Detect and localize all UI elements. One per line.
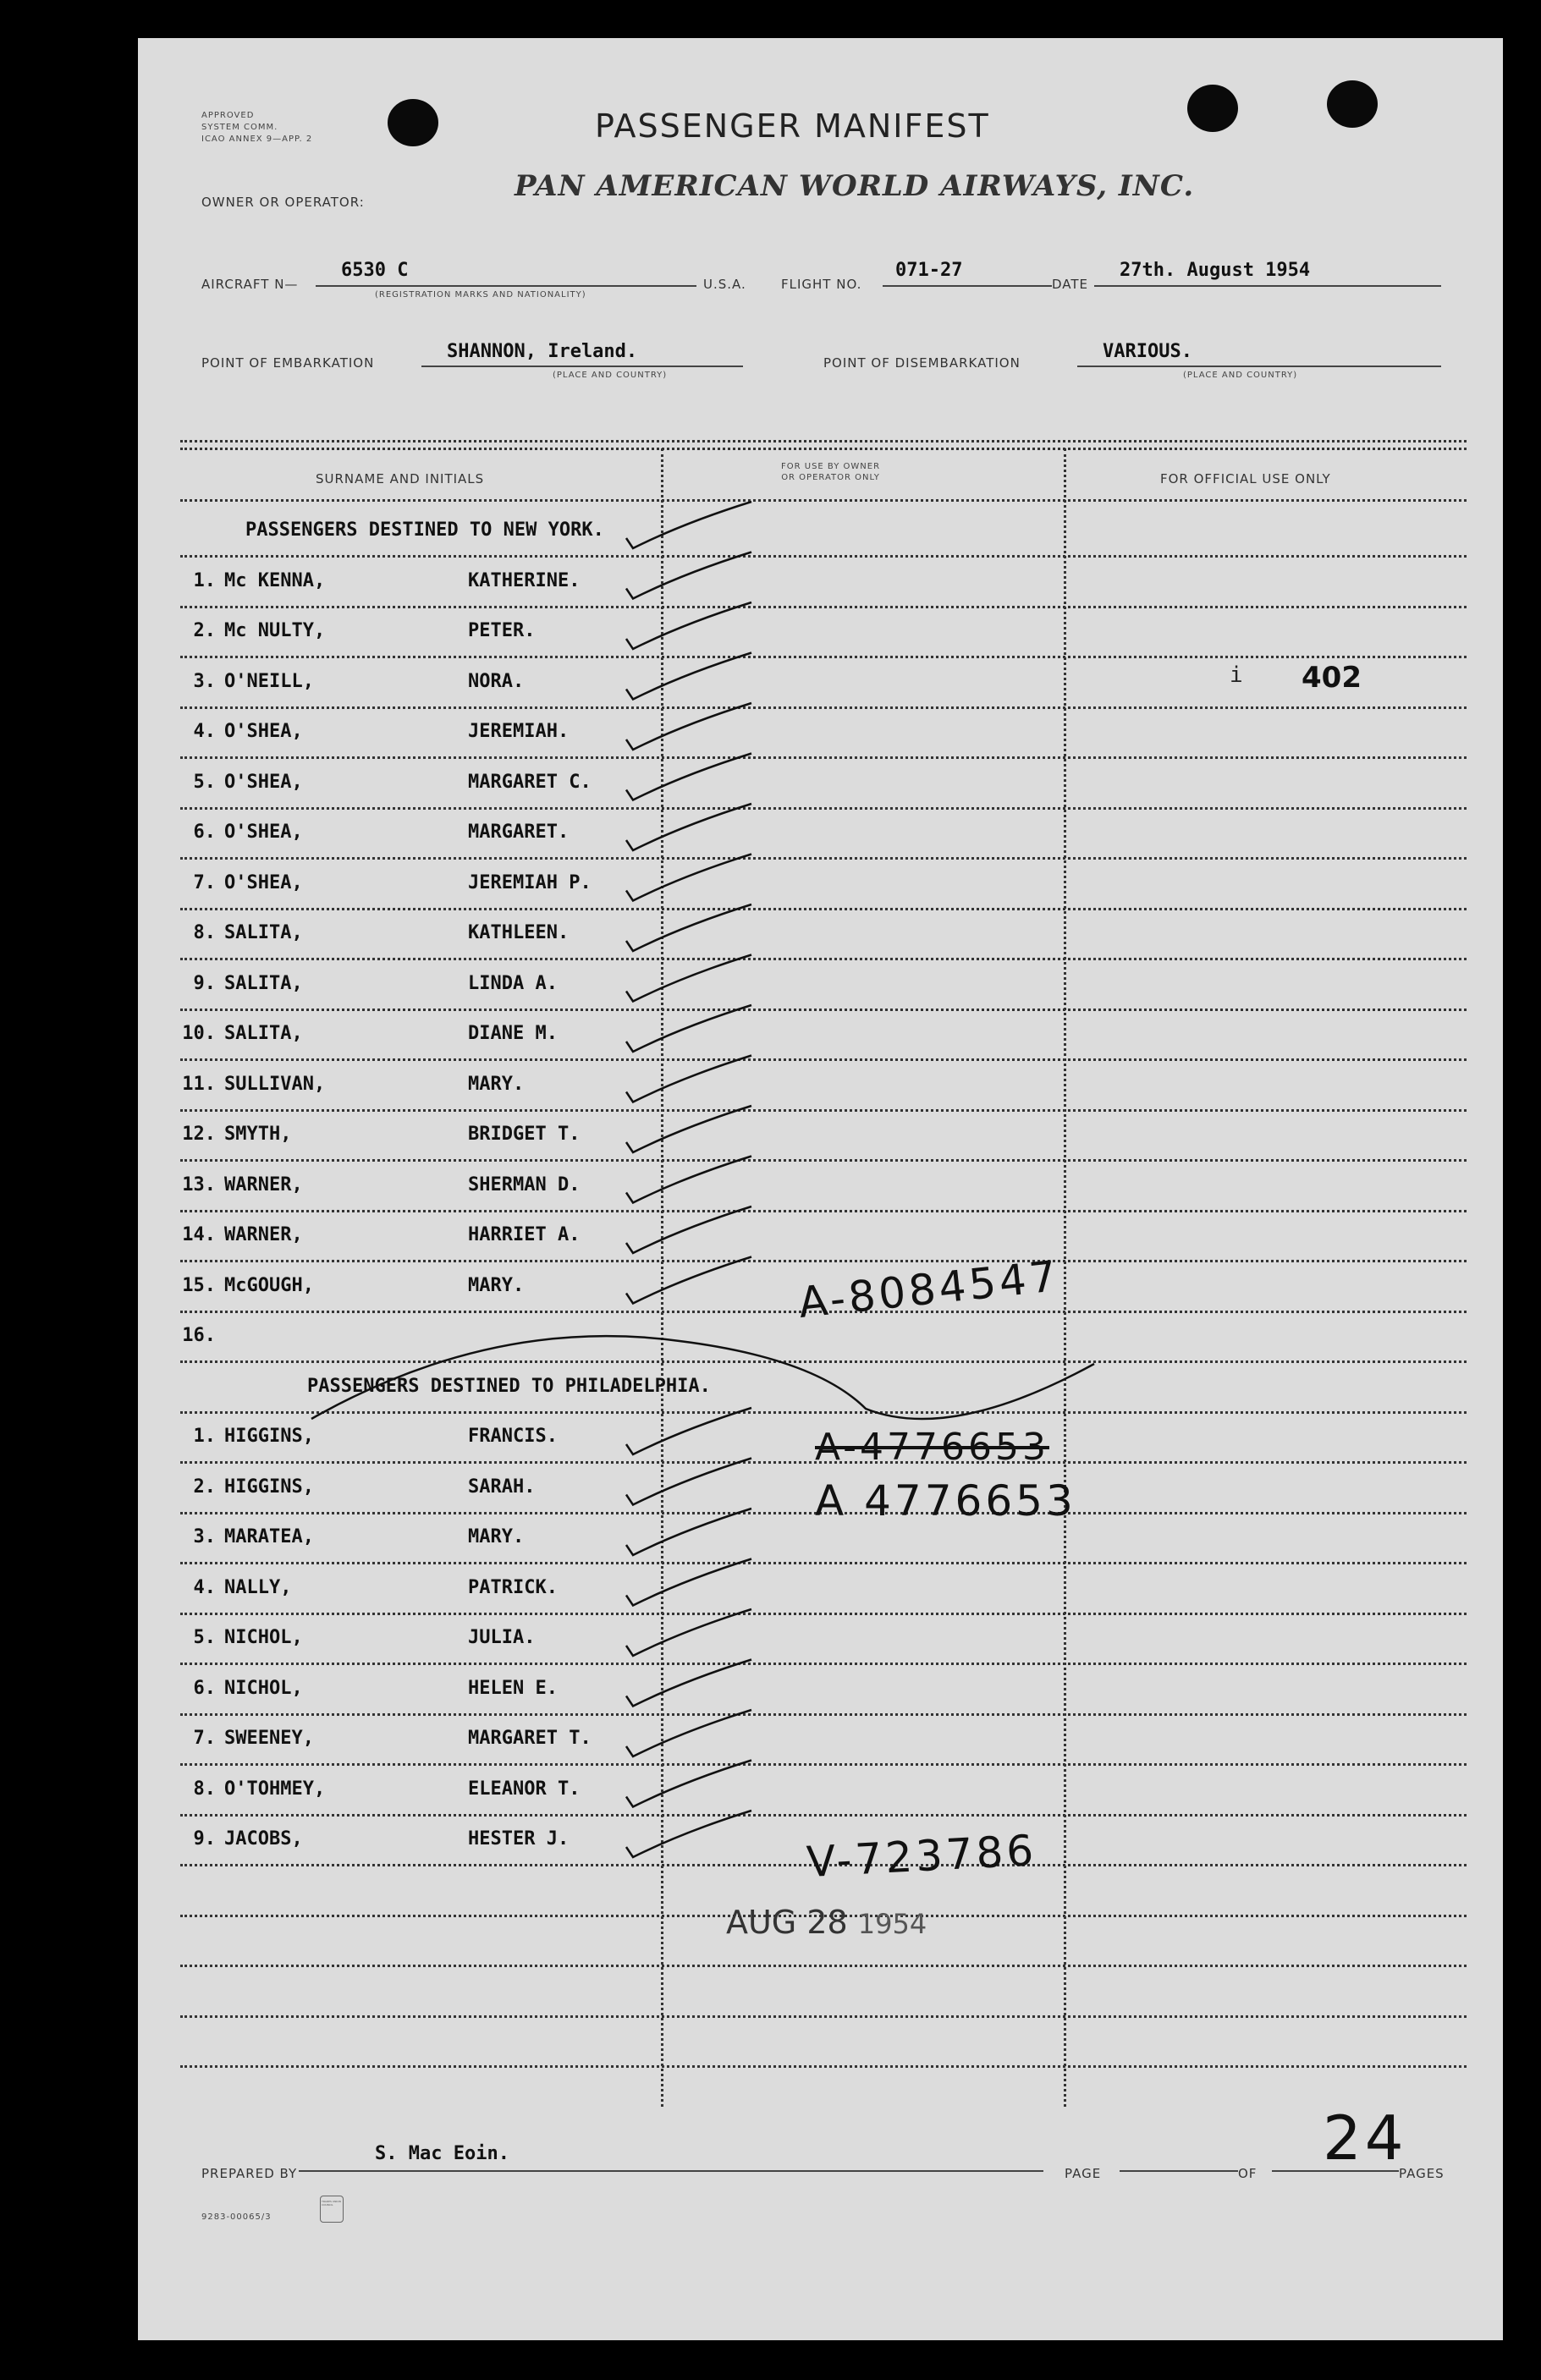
check-mark: [626, 1660, 751, 1707]
passenger-surname: McGOUGH,: [224, 1274, 314, 1296]
disembarkation-point: VARIOUS.: [1103, 341, 1192, 362]
check-mark: [626, 1811, 751, 1857]
check-mark: [626, 1609, 751, 1656]
check-mark: [626, 653, 751, 700]
passenger-surname: Mc NULTY,: [224, 620, 326, 641]
alien-number-phl-struck: A-4776653: [815, 1426, 1049, 1469]
passenger-number: 9.: [193, 972, 216, 994]
passenger-number: 4.: [193, 1576, 216, 1598]
passenger-given-name: MARGARET T.: [468, 1728, 592, 1749]
passenger-surname: SULLIVAN,: [224, 1073, 326, 1095]
passenger-given-name: MARGARET.: [468, 822, 570, 843]
passenger-given-name: MARY.: [468, 1073, 525, 1095]
passenger-number: 13.: [182, 1174, 216, 1195]
of-label: OF: [1238, 2166, 1258, 2181]
stamp-date: AUG 28: [726, 1904, 848, 1941]
passenger-given-name: MARY.: [468, 1526, 525, 1547]
passenger-surname: O'TOHMEY,: [224, 1778, 326, 1800]
check-mark: [626, 552, 751, 599]
embark-note: (PLACE AND COUNTRY): [553, 371, 668, 380]
passenger-given-name: ELEANOR T.: [468, 1778, 581, 1800]
alien-number-phl: A 4776653: [815, 1476, 1076, 1525]
disembarkation-label: POINT OF DISEMBARKATION: [823, 355, 1021, 371]
check-mark: [626, 904, 751, 951]
passenger-surname: SALITA,: [224, 922, 303, 943]
check-mark: [626, 1005, 751, 1052]
col-header-surname: SURNAME AND INITIALS: [316, 471, 485, 486]
passenger-number: 7.: [193, 871, 216, 893]
passenger-surname: WARNER,: [224, 1174, 303, 1195]
section-heading: PASSENGERS DESTINED TO NEW YORK.: [245, 519, 604, 541]
passenger-number: 2.: [193, 1476, 216, 1498]
check-mark: [626, 1459, 751, 1505]
check-mark: [626, 1056, 751, 1102]
manifest-sheet: [138, 38, 1503, 2340]
passenger-given-name: JULIA.: [468, 1627, 536, 1648]
passenger-surname: O'NEILL,: [224, 670, 314, 692]
passenger-number: 15.: [182, 1274, 216, 1296]
check-mark: [626, 1106, 751, 1152]
official-number: 402: [1302, 661, 1362, 695]
passenger-given-name: KATHERINE.: [468, 569, 581, 591]
flight-date: 27th. August 1954: [1120, 260, 1311, 281]
passenger-number: 10.: [182, 1023, 216, 1044]
date-label: DATE: [1052, 277, 1089, 292]
col-header-owner-use-2: OR OPERATOR ONLY: [781, 473, 880, 482]
aircraft-note: (REGISTRATION MARKS AND NATIONALITY): [375, 290, 586, 300]
prepared-by: S. Mac Eoin.: [375, 2143, 509, 2164]
passenger-number: 3.: [193, 1526, 216, 1547]
passenger-number: 5.: [193, 1627, 216, 1648]
passenger-number: 9.: [193, 1828, 216, 1850]
check-mark: [626, 855, 751, 901]
passenger-surname: WARNER,: [224, 1224, 303, 1245]
passenger-given-name: JEREMIAH P.: [468, 871, 592, 893]
usa-label: U.S.A.: [703, 277, 746, 292]
embarkation-point: SHANNON, Ireland.: [447, 341, 638, 362]
check-mark: [626, 602, 751, 649]
flight-label: FLIGHT NO.: [781, 277, 862, 292]
check-mark: [626, 754, 751, 800]
check-mark: [626, 1157, 751, 1203]
passenger-surname: O'SHEA,: [224, 771, 303, 793]
passenger-number: 6.: [193, 822, 216, 843]
total-pages: 24: [1323, 2102, 1407, 2174]
passenger-number: 2.: [193, 620, 216, 641]
owner-label: OWNER OR OPERATOR:: [201, 195, 365, 210]
passenger-surname: SALITA,: [224, 1023, 303, 1044]
passenger-number: 7.: [193, 1728, 216, 1749]
passenger-given-name: PETER.: [468, 620, 536, 641]
stamp-year: 1954: [857, 1908, 927, 1940]
passenger-surname: Mc KENNA,: [224, 569, 326, 591]
passenger-given-name: LINDA A.: [468, 972, 558, 994]
form-code-line: SYSTEM COMM.: [201, 123, 278, 132]
passenger-surname: SWEENEY,: [224, 1728, 314, 1749]
passenger-number: 16.: [182, 1325, 216, 1346]
prepared-label: PREPARED BY: [201, 2166, 298, 2181]
handwritten-marks: [138, 38, 1503, 2340]
union-mark-text: TRADES UNION COUNCIL: [322, 2200, 341, 2207]
passenger-given-name: JEREMIAH.: [468, 721, 570, 742]
passenger-number: 11.: [182, 1073, 216, 1095]
form-code-line: ICAO ANNEX 9—APP. 2: [201, 135, 313, 144]
passenger-surname: HIGGINS,: [224, 1476, 314, 1498]
passenger-given-name: FRANCIS.: [468, 1426, 558, 1447]
passenger-number: 12.: [182, 1124, 216, 1145]
passenger-number: 5.: [193, 771, 216, 793]
passenger-number: 14.: [182, 1224, 216, 1245]
check-mark: [626, 804, 751, 850]
passenger-surname: O'SHEA,: [224, 822, 303, 843]
check-mark: [626, 1761, 751, 1807]
page-label: PAGE: [1065, 2166, 1102, 2181]
form-number: 9283-00065/3: [201, 2212, 272, 2222]
passenger-number: 8.: [193, 922, 216, 943]
visa-number: V-723786: [805, 1825, 1038, 1888]
owner-operator: PAN AMERICAN WORLD AIRWAYS, INC.: [515, 169, 1195, 203]
passenger-surname: NICHOL,: [224, 1677, 303, 1699]
check-mark: [626, 1206, 751, 1253]
passenger-number: 1.: [193, 1426, 216, 1447]
passenger-given-name: HELEN E.: [468, 1677, 558, 1699]
passenger-given-name: KATHLEEN.: [468, 922, 570, 943]
bracket-curve: [311, 1336, 1094, 1419]
passenger-surname: NALLY,: [224, 1576, 292, 1598]
passenger-number: 6.: [193, 1677, 216, 1699]
embarkation-label: POINT OF EMBARKATION: [201, 355, 375, 371]
form-code-line: APPROVED: [201, 111, 255, 120]
check-mark: [626, 1257, 751, 1304]
passenger-number: 8.: [193, 1778, 216, 1800]
passenger-given-name: PATRICK.: [468, 1576, 558, 1598]
check-mark: [626, 1408, 751, 1454]
passenger-given-name: SHERMAN D.: [468, 1174, 581, 1195]
check-mark: [626, 502, 751, 548]
section-heading: PASSENGERS DESTINED TO PHILADELPHIA.: [307, 1375, 711, 1397]
page-title: PASSENGER MANIFEST: [595, 107, 990, 145]
check-mark: [626, 1710, 751, 1756]
passenger-given-name: BRIDGET T.: [468, 1124, 581, 1145]
passenger-given-name: HARRIET A.: [468, 1224, 581, 1245]
flight-number: 071-27: [895, 260, 963, 281]
official-mark: i: [1230, 662, 1243, 688]
alien-number-ny: A-8084547: [795, 1250, 1063, 1328]
passenger-given-name: SARAH.: [468, 1476, 536, 1498]
pages-label: PAGES: [1399, 2166, 1445, 2181]
aircraft-number: 6530 C: [341, 260, 409, 281]
passenger-surname: MARATEA,: [224, 1526, 314, 1547]
passenger-given-name: DIANE M.: [468, 1023, 558, 1044]
passenger-number: 1.: [193, 569, 216, 591]
col-header-official: FOR OFFICIAL USE ONLY: [1160, 471, 1331, 486]
check-mark: [626, 1509, 751, 1555]
check-mark: [626, 955, 751, 1002]
passenger-given-name: MARY.: [468, 1274, 525, 1296]
passenger-number: 3.: [193, 670, 216, 692]
passenger-surname: O'SHEA,: [224, 721, 303, 742]
passenger-given-name: MARGARET C.: [468, 771, 592, 793]
passenger-given-name: NORA.: [468, 670, 525, 692]
passenger-surname: JACOBS,: [224, 1828, 303, 1850]
passenger-surname: O'SHEA,: [224, 871, 303, 893]
passenger-surname: SMYTH,: [224, 1124, 292, 1145]
disembark-note: (PLACE AND COUNTRY): [1183, 371, 1298, 380]
passenger-surname: SALITA,: [224, 972, 303, 994]
aircraft-label: AIRCRAFT N—: [201, 277, 299, 292]
check-mark: [626, 703, 751, 750]
passenger-given-name: HESTER J.: [468, 1828, 570, 1850]
col-header-owner-use-1: FOR USE BY OWNER: [781, 462, 881, 471]
passenger-number: 4.: [193, 721, 216, 742]
passenger-surname: HIGGINS,: [224, 1426, 314, 1447]
passenger-surname: NICHOL,: [224, 1627, 303, 1648]
check-mark: [626, 1559, 751, 1606]
